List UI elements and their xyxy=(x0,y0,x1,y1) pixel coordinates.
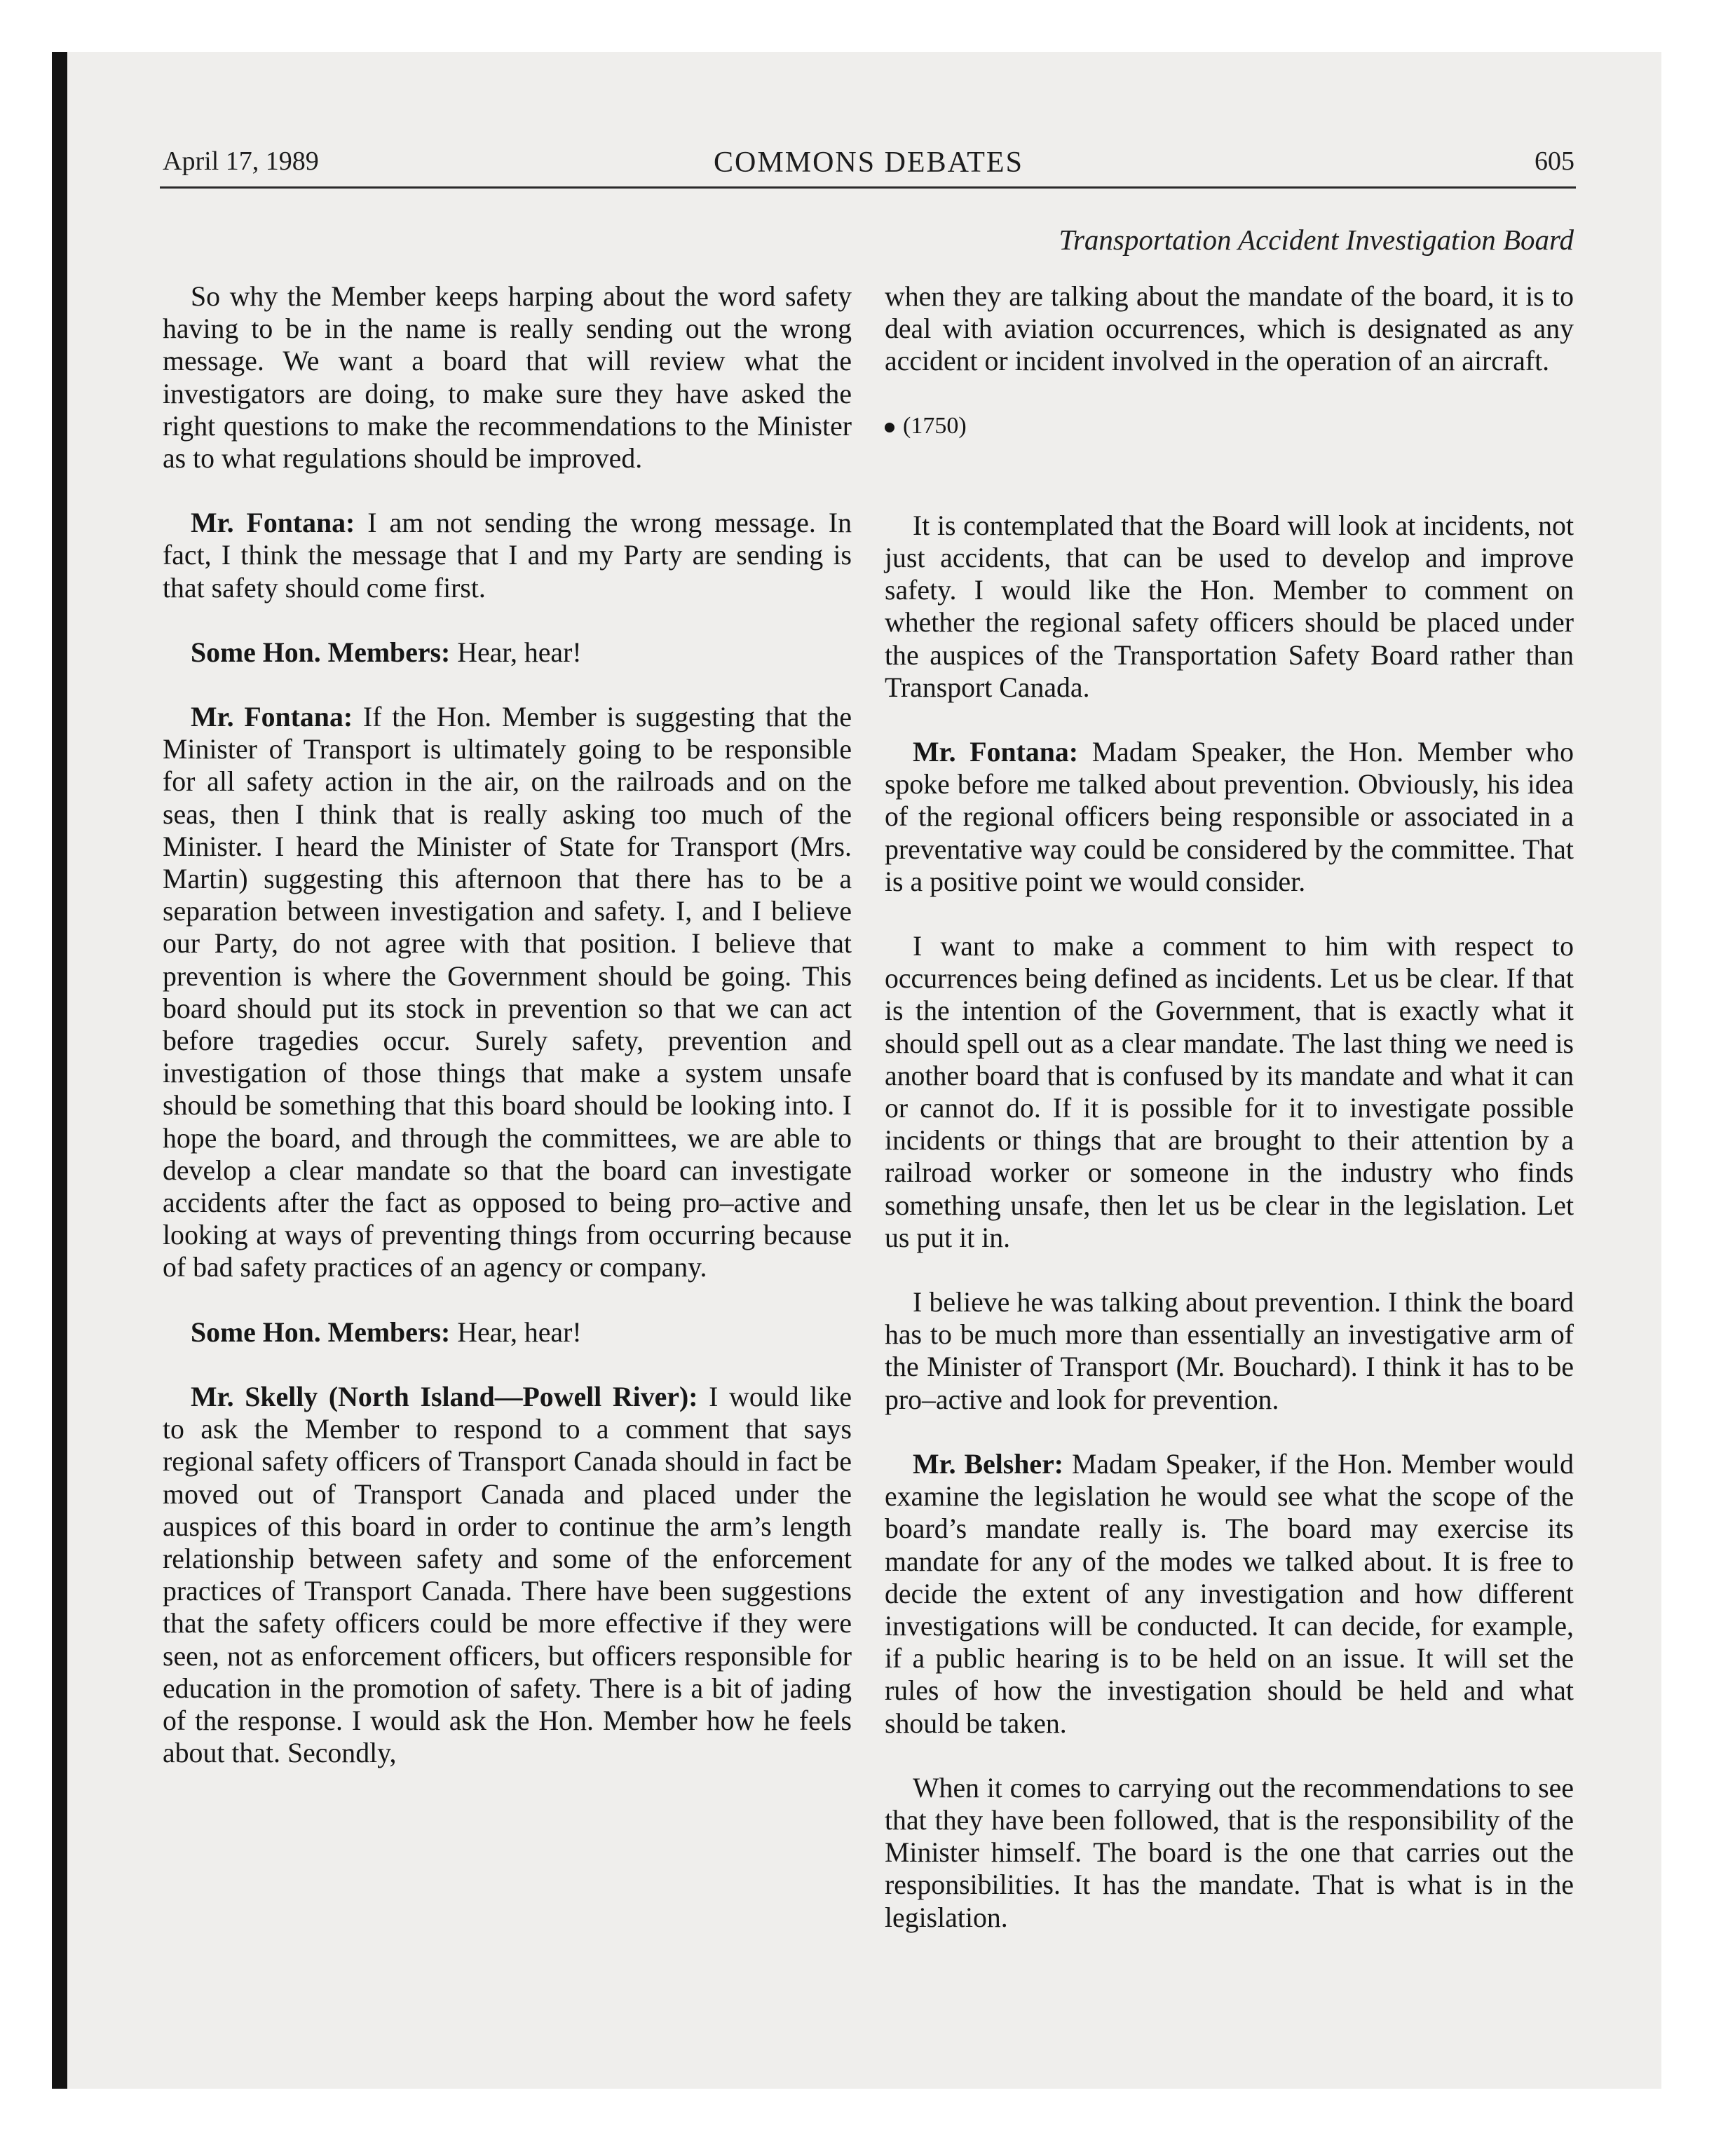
bullet-icon xyxy=(885,423,894,432)
paragraph xyxy=(885,510,1574,704)
paragraph-text: I believe he was talking about prevention. I think the board has to be much more than essentially an investigative arm of the Minister of Transport (Mr. Bouchard). I think it has to be pro–active and look for prevention. xyxy=(885,1287,1574,1415)
paragraph-text: Hear, hear! xyxy=(457,1316,582,1348)
paragraph-text: If the Hon. Member is suggesting that the Minister of Transport is ultimately going to be responsible for all safety action in the air, on the railroads and on the seas, then I think that is really asking too much of the Minister. I heard the Minister of State for Transport (Mrs. Martin) suggesting this afternoon that there has to be a separation between investigation and safety. I, and I believe our Party, do not agree with that position. I believe that prevention is where the Government should be going. This board should put its stock in prevention so that we can act before tragedies occur. Surely safety, prevention and investigation of those things that make a system unsafe should be something that this board should be looking into. I hope the board, and through the committees, we are able to develop a clear mandate so that the board can investigate accidents after the fact as opposed to being pro–active and looking at ways of preventing things from occurring because of bad safety practices of an agency or company. xyxy=(163,702,852,1283)
paragraph-text: when they are talking about the mandate of the board, it is to deal with aviation occurrences, which is designated as any accident or incident involved in the operation of an aircraft. xyxy=(885,281,1574,377)
paragraph xyxy=(885,1448,1574,1740)
time-marker-text: (1750) xyxy=(903,412,967,439)
paragraph xyxy=(885,930,1574,1254)
page-header xyxy=(163,140,1574,185)
paragraph xyxy=(163,280,852,475)
speaker-name: Some Hon. Members: xyxy=(191,636,451,668)
paragraph xyxy=(163,1316,852,1349)
header-title: COMMONS DEBATES xyxy=(714,146,1023,179)
paragraph-text: I am not sending the wrong message. In fact, I think the message that I and my Party are sending is that safety should come first. xyxy=(163,507,852,603)
paragraph-text: Hear, hear! xyxy=(457,636,582,668)
paragraph xyxy=(885,1286,1574,1416)
paragraph-text: Madam Speaker, if the Hon. Member would examine the legislation he would see what the scope of the board’s mandate really is. The board may exercise its mandate for any of the modes we talked about. It is free to decide the extent of any investigation and how different investigations will be conducted. It can decide, for example, if a public hearing is to be held on an issue. It will set the rules of how the investigation should be held and what should be taken. xyxy=(885,1448,1574,1739)
running-head: Transportation Accident Investigation Board xyxy=(1059,224,1574,256)
speaker-name: Mr. Fontana: xyxy=(191,507,355,539)
paragraph-text: I would like to ask the Member to respond to a comment that says regional safety officers of Transport Canada should in fact be moved out of Transport Canada and placed under the auspices of this board in order to continue the arm’s length relationship between safety and some of the enforcement practices of Transport Canada. There have been suggestions that the safety officers could be more effective if they were seen, not as enforcement officers, but officers responsible for education in the promotion of safety. There is a bit of jading of the response. I would ask the Hon. Member how he feels about that. Secondly, xyxy=(163,1381,852,1769)
paragraph xyxy=(163,701,852,1284)
continuation-paragraph xyxy=(885,280,1574,378)
speaker-name: Mr. Belsher: xyxy=(913,1448,1064,1480)
header-rule xyxy=(160,186,1576,189)
speaker-name: Mr. Fontana: xyxy=(191,702,353,733)
paragraph xyxy=(163,507,852,604)
header-date: April 17, 1989 xyxy=(163,146,319,176)
paragraph-text: When it comes to carrying out the recommendations to see that they have been followed, that is the responsibility of the Minister himself. The board is the one that carries out the responsibilities. It has the mandate. That is what is in the legislation. xyxy=(885,1772,1574,1933)
speaker-name: Mr. Skelly (North Island—Powell River): xyxy=(191,1381,698,1412)
paragraph xyxy=(885,1772,1574,1934)
paragraph xyxy=(163,1381,852,1769)
paragraph-text: I want to make a comment to him with respect to occurrences being defined as incidents. Let us be clear. If that is the intention of the Government, that is exactly what it should spell out as a clear mandate. The last thing we need is another board that is confused by its mandate and what it can or cannot do. If it is possible for it to investigate possible incidents or things that are brought to their attention by a railroad worker or someone in the industry who finds something unsafe, then let us be clear in the legislation. Let us put it in. xyxy=(885,931,1574,1253)
header-page-number: 605 xyxy=(1535,146,1574,176)
paragraph-text: Madam Speaker, the Hon. Member who spoke before me talked about prevention. Obviously, his idea of the regional officers being responsible or associated in a preventative way could be considered by the committee. That is a positive point we would consider. xyxy=(885,737,1574,897)
paragraph-text: It is contemplated that the Board will look at incidents, not just accidents, that can be used to develop and improve safety. I would like the Hon. Member to comment on whether the regional safety officers should be placed under the auspices of the Transportation Safety Board rather than Transport Canada. xyxy=(885,510,1574,703)
right-column xyxy=(885,280,1574,1934)
paragraph xyxy=(885,736,1574,898)
speaker-name: Some Hon. Members: xyxy=(191,1316,451,1348)
paragraph xyxy=(163,636,852,669)
binding-edge xyxy=(52,52,67,2089)
time-marker xyxy=(885,410,1574,442)
paragraph-text: So why the Member keeps harping about the word safety having to be in the name is really sending out the wrong message. We want a board that will review what the investigators are doing, to make sure they have asked the right questions to make the recommendations to the Minister as to what regulations should be improved. xyxy=(163,281,852,475)
left-column xyxy=(163,280,852,1769)
speaker-name: Mr. Fontana: xyxy=(913,737,1079,768)
